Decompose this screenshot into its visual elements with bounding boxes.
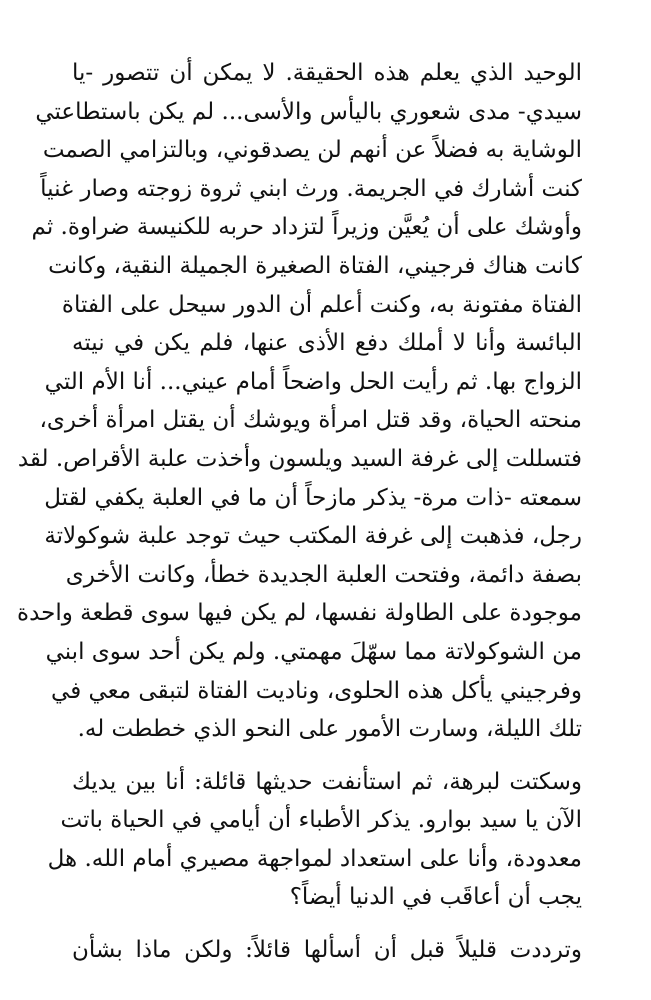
text-line: الآن يا سيد بوارو. يذكر الأطباء أن أيامي في الحياة باتت: [60, 807, 582, 834]
text-line: كنت أشارك في الجريمة. ورث ابني ثروة زوجته وصار غنياً: [40, 175, 582, 202]
text-line: وترددت قليلاً قبل أن أسألها قائلاً: ولكن ماذا بشأن: [72, 937, 582, 964]
text-line: بصفة دائمة، وفتحت العلبة الجديدة خطأ، وكانت الأخرى: [65, 561, 582, 588]
text-line: موجودة على الطاولة نفسها، لم يكن فيها سوى قطعة واحدة: [17, 600, 582, 627]
book-page: [17, 54, 582, 970]
paragraph: [47, 763, 582, 917]
text-line: الفتاة مفتونة به، وكنت أعلم أن الدور سيحل على الفتاة: [61, 291, 582, 318]
paragraph-gap: [72, 917, 582, 931]
text-line: منحته الحياة، وقد قتل امرأة ويوشك أن يقتل امرأة أخرى،: [39, 407, 582, 434]
text-line: معدودة، وأنا على استعداد لمواجهة مصيري أمام الله. هل: [47, 845, 582, 872]
paragraph: [17, 54, 582, 749]
paragraph: [72, 931, 582, 970]
paragraph-gap: [72, 749, 582, 763]
text-line: فتسللت إلى غرفة السيد ويلسون وأخذت علبة الأقراص. لقد: [17, 445, 582, 472]
text-line: الوحيد الذي يعلم هذه الحقيقة. لا يمكن أن تتصور -يا: [72, 60, 582, 86]
text-line: سيدي- مدى شعوري باليأس والأسى... لم يكن باستطاعتي: [35, 98, 582, 125]
text-line: الزواج بها. ثم رأيت الحل واضحاً أمام عيني... أنا الأم التي: [44, 368, 582, 395]
text-line: يجب أن أعاقَب في الدنيا أيضاً؟: [289, 884, 582, 911]
text-line: البائسة وأنا لا أملك دفع الأذى عنها، فلم يكن في نيته: [72, 330, 582, 357]
text-line: من الشوكولاتة مما سهّلَ مهمتي. ولم يكن أحد سوى ابني: [45, 638, 582, 665]
text-line: وفرجيني يأكل هذه الحلوى، وناديت الفتاة لتبقى معي في: [51, 677, 582, 704]
text-line: وأوشك على أن يُعيَّن وزيراً لتزداد حربه للكنيسة ضراوة. ثم: [31, 214, 582, 241]
text-line: وسكتت لبرهة، ثم استأنفت حديثها قائلة: أنا بين يديك: [72, 768, 582, 795]
text-line: سمعته -ذات مرة- يذكر مازحاً أن ما في العلبة يكفي لقتل: [44, 484, 582, 511]
text-line: تلك الليلة، وسارت الأمور على النحو الذي خططت له.: [77, 716, 582, 743]
text-line: كانت هناك فرجيني، الفتاة الصغيرة الجميلة النقية، وكانت: [48, 252, 582, 279]
text-line: الوشاية به فضلاً عن أنهم لن يصدقوني، وبالتزامي الصمت: [42, 137, 582, 164]
text-line: رجل، فذهبت إلى غرفة المكتب حيث توجد علبة شوكولاتة: [44, 523, 582, 550]
